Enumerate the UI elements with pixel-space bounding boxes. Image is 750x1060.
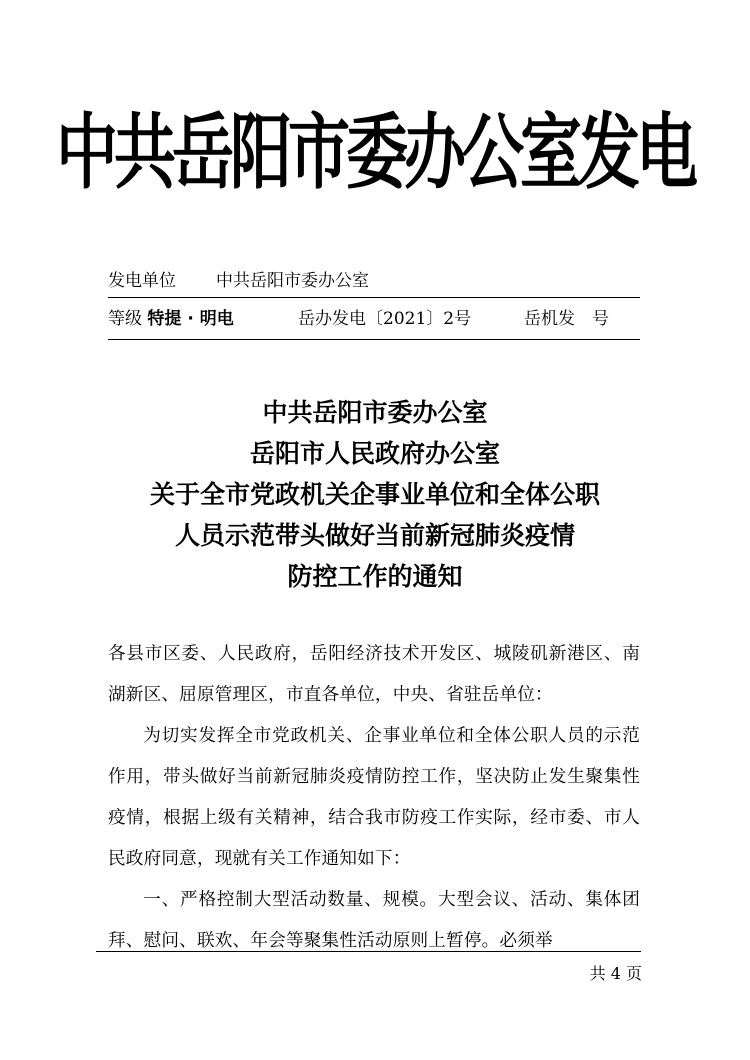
sender-value: 中共岳阳市委办公室 bbox=[216, 271, 369, 291]
body-paragraph: 一、严格控制大型活动数量、规模。大型会议、活动、集体团拜、慰问、联欢、年会等聚集性活动原则上暂停。必须举 bbox=[108, 890, 640, 951]
level-label: 等级 bbox=[108, 309, 142, 329]
sender-row bbox=[108, 264, 640, 298]
title-line: 中共岳阳市委办公室 bbox=[262, 398, 488, 427]
title-line: 防控工作的通知 bbox=[287, 562, 463, 591]
level-value: 特提 · 明电 bbox=[147, 309, 234, 329]
document-number: 岳办发电〔2021〕2号 bbox=[298, 309, 472, 329]
addressees: 各县市区委、人民政府，岳阳经济技术开发区、城陵矶新港区、南湖新区、屈原管理区，市直各单位，中央、省驻岳单位： bbox=[108, 644, 640, 705]
document-body bbox=[108, 634, 640, 962]
body-paragraph: 为切实发挥全市党政机关、企事业单位和全体公职人员的示范作用，带头做好当前新冠肺炎疫情防控工作，坚决防止发生聚集性疫情，根据上级有关精神，结合我市防疫工作实际，经市委、市人民政府同意，现就有关工作通知如下： bbox=[108, 726, 640, 869]
title-line: 岳阳市人民政府办公室 bbox=[249, 439, 500, 468]
title-line: 人员示范带头做好当前新冠肺炎疫情 bbox=[174, 521, 575, 550]
jifa-number: 岳机发 号 bbox=[524, 309, 609, 329]
level-row bbox=[108, 302, 640, 336]
sender-label: 发电单位 bbox=[108, 271, 176, 291]
masthead-title: 中共岳阳市委办公室发电 bbox=[55, 104, 694, 201]
document-title bbox=[0, 392, 750, 597]
title-line: 关于全市党政机关企事业单位和全体公职 bbox=[149, 480, 600, 509]
header-divider-1 bbox=[108, 297, 640, 298]
header-divider-2 bbox=[108, 339, 640, 340]
footer-divider bbox=[96, 951, 641, 952]
page-count: 共 4 页 bbox=[589, 964, 642, 983]
